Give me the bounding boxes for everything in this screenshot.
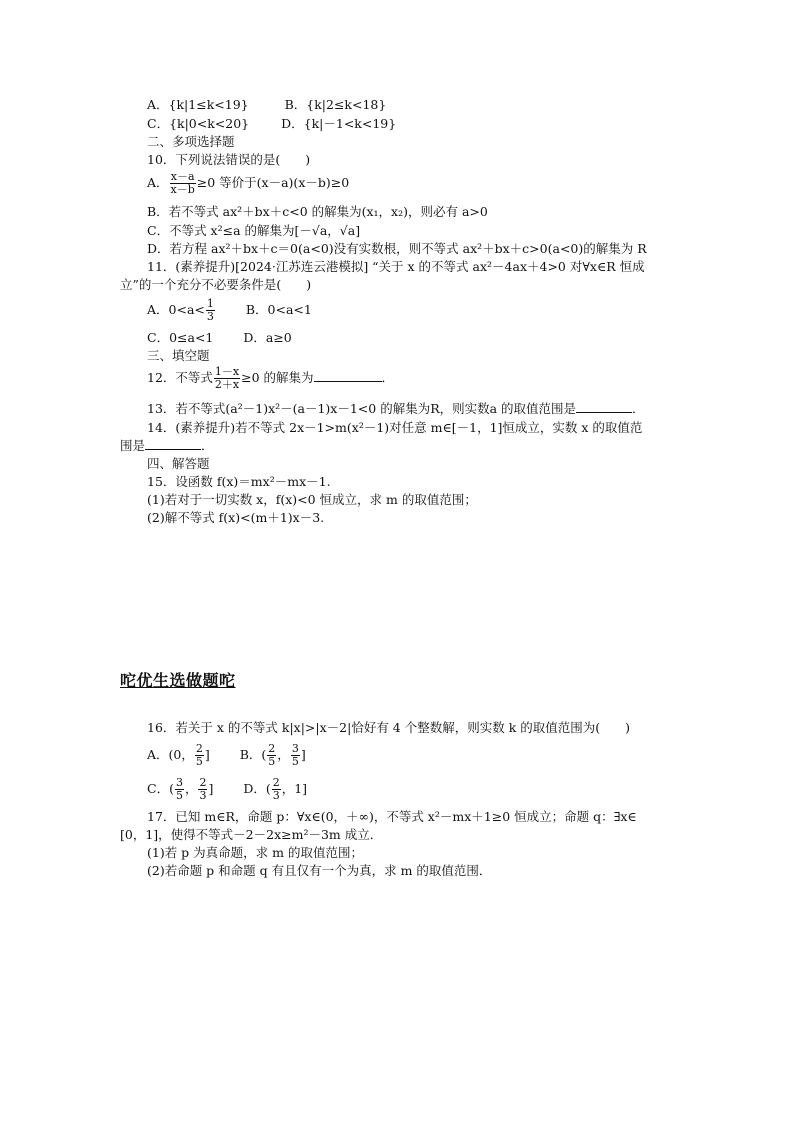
q11-stem-line2: 立”的一个充分不必要条件是( ) bbox=[120, 277, 312, 292]
q12-fraction: $\frac{1-x}{2+x}$ bbox=[214, 365, 240, 391]
q12: 12．不等式 $\frac{1-x}{2+x}$ ≥0 的解集为 ． bbox=[147, 365, 395, 391]
q17-stem-line2: [0，1]，使得不等式－2－2x≥m²－3m 成立． bbox=[120, 827, 383, 842]
q16-options-row1: A．(0， $\frac{2}{5}$ ] B．( $\frac{2}{5}$ ， $\frac{3}{5}$ ] bbox=[147, 742, 306, 768]
q13: 13．若不等式(a²－1)x²－(a－1)x－1<0 的解集为R，则实数a 的取值范围是 ． bbox=[147, 401, 645, 416]
q11-fraction: $\frac{1}{3}$ bbox=[206, 297, 214, 323]
q10-fraction: $\frac{x-a}{x-b}$ bbox=[170, 170, 195, 196]
q11-options-row2: C．0≤a<1 D．a≥0 bbox=[147, 330, 292, 345]
q16-b-fraction-2: $\frac{3}{5}$ bbox=[291, 742, 299, 768]
q14-line2: 围是 ． bbox=[120, 438, 214, 453]
q14-answer-blank bbox=[145, 449, 201, 450]
q9-option-c: C．{k|0<k<20} bbox=[147, 116, 250, 131]
q9-option-a: A．{k|1≤k<19} bbox=[147, 97, 249, 112]
q9-options-row1 bbox=[147, 97, 386, 113]
q16-d-fraction: $\frac{2}{3}$ bbox=[272, 776, 280, 802]
q9-option-d: D．{k|－1<k<19} bbox=[281, 116, 397, 131]
q10-option-b: B．若不等式 ax²＋bx＋c<0 的解集为(x₁，x₂)，则必有 a>0 bbox=[147, 204, 488, 219]
q12-answer-blank bbox=[314, 381, 382, 382]
q9-options-row2 bbox=[147, 116, 396, 132]
q15-stem: 15．设函数 f(x)＝mx²－mx－1. bbox=[147, 474, 331, 489]
q15-part1: (1)若对于一切实数 x，f(x)<0 恒成立，求 m 的取值范围； bbox=[147, 492, 477, 507]
q10-option-c: C．不等式 x²≤a 的解集为[－√a，√a] bbox=[147, 223, 361, 238]
q13-answer-blank bbox=[576, 412, 632, 413]
q15-part2: (2)解不等式 f(x)<(m＋1)x－3. bbox=[147, 510, 325, 525]
q16-b-fraction-1: $\frac{2}{5}$ bbox=[268, 742, 276, 768]
q11-stem-line1: 11．(素养提升)[2024·江苏连云港模拟] “关于 x 的不等式 ax²－4ax＋4>0 对∀x∈R 恒成 bbox=[147, 259, 645, 274]
q17-part1: (1)若 p 为真命题，求 m 的取值范围； bbox=[147, 845, 363, 860]
optional-section-title: 咜优生选做题咜 bbox=[120, 671, 236, 690]
section-fill-in-heading: 三、填空题 bbox=[147, 348, 210, 363]
q16-c-fraction-2: $\frac{2}{3}$ bbox=[199, 776, 207, 802]
q17-part2: (2)若命题 p 和命题 q 有且仅有一个为真，求 m 的取值范围． bbox=[147, 863, 492, 878]
q9-option-b: B．{k|2≤k<18} bbox=[284, 97, 387, 112]
q16-options-row2: C．( $\frac{3}{5}$ ， $\frac{2}{3}$ ] D．( $\frac{2}{3}$ ，1] bbox=[147, 776, 308, 802]
q10-option-d: D．若方程 ax²＋bx＋c＝0(a<0)没有实数根，则不等式 ax²＋bx＋c>0(a<0)的解集为 R bbox=[147, 241, 647, 256]
q11-options-row1: A．0<a< $\frac{1}{3}$ B．0<a<1 bbox=[147, 297, 312, 323]
q16-c-fraction-1: $\frac{3}{5}$ bbox=[175, 776, 183, 802]
section-multi-choice-heading: 二、多项选择题 bbox=[147, 134, 235, 149]
section-answer-heading: 四、解答题 bbox=[147, 456, 210, 471]
q16-stem: 16．若关于 x 的不等式 k|x|>|x－2|恰好有 4 个整数解，则实数 k 的取值范围为( ) bbox=[147, 720, 630, 735]
q10-stem: 10．下列说法错误的是( ) bbox=[147, 152, 311, 167]
q17-stem-line1: 17．已知 m∈R，命题 p：∀x∈(0，＋∞)，不等式 x²－mx＋1≥0 恒成立；命题 q：∃x∈ bbox=[147, 809, 637, 824]
q10-option-a: A． $\frac{x-a}{x-b}$ ≥0 等价于(x－a)(x－b)≥0 bbox=[147, 170, 350, 196]
q16-a-fraction: $\frac{2}{5}$ bbox=[195, 742, 203, 768]
q14-line1: 14．(素养提升)若不等式 2x－1>m(x²－1)对任意 m∈[－1，1]恒成立，实数 x 的取值范 bbox=[147, 420, 643, 435]
